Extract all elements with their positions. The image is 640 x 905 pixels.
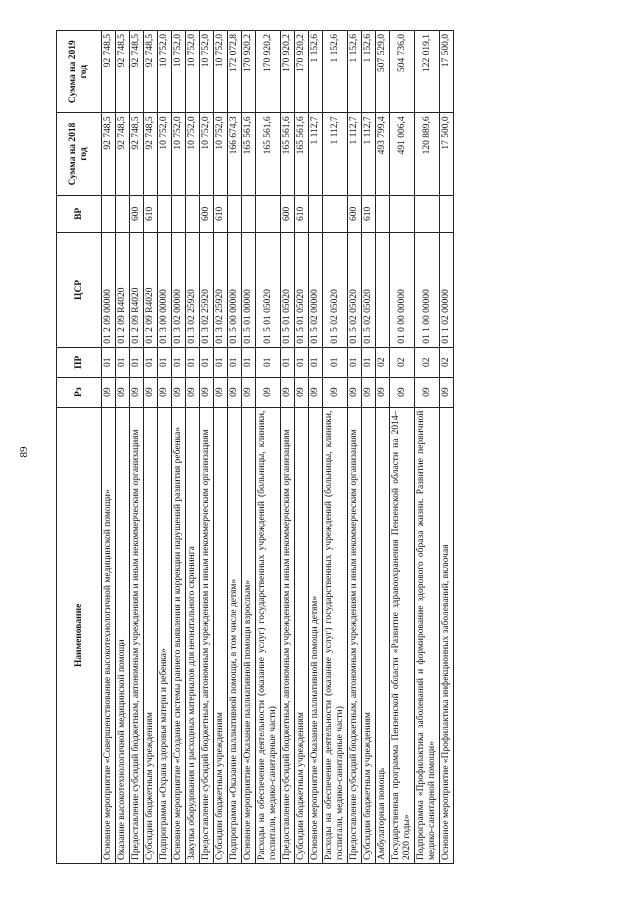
cell-name: Предоставление субсидий бюджетным, автономным учреждениям и иным некоммерческим организациям bbox=[130, 407, 144, 863]
header-sum-2019: Сумма на 2019 год bbox=[57, 31, 102, 113]
cell-csr: 01 1 02 00000 bbox=[440, 233, 454, 348]
cell-csr: 01 5 01 05020 bbox=[256, 233, 281, 348]
cell-pr: 01 bbox=[130, 347, 144, 377]
cell-sum-2019: 170 920,2 bbox=[256, 31, 281, 113]
cell-sum-2019: 1 152,6 bbox=[309, 31, 323, 113]
cell-csr: 01 2 09 R4020 bbox=[116, 233, 130, 348]
cell-pr: 01 bbox=[295, 347, 309, 377]
cell-sum-2019: 92 748,5 bbox=[102, 31, 116, 113]
cell-vr: 600 bbox=[200, 195, 214, 232]
cell-sum-2019: 1 152,6 bbox=[323, 31, 348, 113]
table-row bbox=[415, 31, 440, 864]
cell-csr: 01 5 00 00000 bbox=[228, 233, 242, 348]
cell-csr: 01 1 00 00000 bbox=[415, 233, 440, 348]
table-row bbox=[390, 31, 415, 864]
cell-rz: 09 bbox=[102, 377, 116, 407]
cell-sum-2018: 165 561,6 bbox=[295, 113, 309, 195]
table-row bbox=[362, 31, 376, 864]
header-rz: Рз bbox=[57, 377, 102, 407]
cell-name: Подпрограмма «Охрана здоровья матери и ребенка» bbox=[158, 407, 172, 863]
cell-sum-2019: 122 019,1 bbox=[415, 31, 440, 113]
cell-csr: 01 3 02 25920 bbox=[200, 233, 214, 348]
cell-rz: 09 bbox=[256, 377, 281, 407]
cell-rz: 09 bbox=[348, 377, 362, 407]
cell-sum-2019: 507 529,0 bbox=[376, 31, 390, 113]
cell-rz: 09 bbox=[116, 377, 130, 407]
cell-sum-2018: 166 674,3 bbox=[228, 113, 242, 195]
cell-vr bbox=[440, 195, 454, 232]
cell-csr: 01 5 01 05020 bbox=[295, 233, 309, 348]
table-row bbox=[144, 31, 158, 864]
cell-vr bbox=[228, 195, 242, 232]
cell-pr: 01 bbox=[362, 347, 376, 377]
cell-sum-2019: 10 752,0 bbox=[172, 31, 186, 113]
cell-sum-2019: 10 752,0 bbox=[214, 31, 228, 113]
cell-pr: 01 bbox=[214, 347, 228, 377]
cell-sum-2018: 92 748,5 bbox=[130, 113, 144, 195]
cell-rz: 09 bbox=[281, 377, 295, 407]
table-row bbox=[323, 31, 348, 864]
table-row bbox=[186, 31, 200, 864]
table-row bbox=[158, 31, 172, 864]
cell-vr: 600 bbox=[130, 195, 144, 232]
cell-sum-2019: 504 736,0 bbox=[390, 31, 415, 113]
cell-sum-2019: 1 152,6 bbox=[362, 31, 376, 113]
cell-csr: 01 2 09 00000 bbox=[102, 233, 116, 348]
table-row bbox=[256, 31, 281, 864]
cell-sum-2018: 92 748,5 bbox=[144, 113, 158, 195]
cell-sum-2019: 170 920,2 bbox=[295, 31, 309, 113]
cell-sum-2019: 1 152,6 bbox=[348, 31, 362, 113]
cell-pr: 01 bbox=[228, 347, 242, 377]
cell-rz: 09 bbox=[242, 377, 256, 407]
table-row bbox=[172, 31, 186, 864]
cell-sum-2018: 10 752,0 bbox=[214, 113, 228, 195]
cell-vr bbox=[102, 195, 116, 232]
cell-csr: 01 3 02 00000 bbox=[172, 233, 186, 348]
rotated-table-container bbox=[56, 30, 576, 864]
cell-rz: 09 bbox=[323, 377, 348, 407]
cell-pr: 02 bbox=[415, 347, 440, 377]
cell-sum-2018: 17 500,0 bbox=[440, 113, 454, 195]
cell-vr bbox=[390, 195, 415, 232]
cell-sum-2018: 491 006,4 bbox=[390, 113, 415, 195]
cell-pr: 01 bbox=[144, 347, 158, 377]
cell-csr: 01 3 00 00000 bbox=[158, 233, 172, 348]
cell-pr: 01 bbox=[256, 347, 281, 377]
cell-rz: 09 bbox=[200, 377, 214, 407]
page-number: 89 bbox=[18, 446, 30, 458]
cell-csr bbox=[376, 233, 390, 348]
cell-csr: 01 5 02 05020 bbox=[323, 233, 348, 348]
table-row bbox=[440, 31, 454, 864]
cell-sum-2018: 92 748,5 bbox=[102, 113, 116, 195]
cell-rz: 09 bbox=[158, 377, 172, 407]
cell-csr: 01 3 02 25920 bbox=[214, 233, 228, 348]
cell-sum-2019: 170 920,2 bbox=[242, 31, 256, 113]
cell-name: Субсидии бюджетным учреждениям bbox=[295, 407, 309, 863]
cell-rz: 09 bbox=[144, 377, 158, 407]
cell-sum-2018: 1 112,7 bbox=[348, 113, 362, 195]
cell-name: Подпрограмма «Оказание паллиативной помощи, в том числе детям» bbox=[228, 407, 242, 863]
cell-vr bbox=[186, 195, 200, 232]
cell-vr: 610 bbox=[144, 195, 158, 232]
table-row bbox=[376, 31, 390, 864]
cell-vr bbox=[415, 195, 440, 232]
cell-name: Субсидии бюджетным учреждениям bbox=[362, 407, 376, 863]
cell-vr bbox=[256, 195, 281, 232]
header-csr: ЦСР bbox=[57, 233, 102, 348]
cell-sum-2019: 17 500,0 bbox=[440, 31, 454, 113]
cell-rz: 09 bbox=[172, 377, 186, 407]
cell-csr: 01 5 02 05020 bbox=[348, 233, 362, 348]
cell-name: Оказание высокотехнологичной медицинской помощи bbox=[116, 407, 130, 863]
cell-rz: 09 bbox=[415, 377, 440, 407]
cell-vr bbox=[172, 195, 186, 232]
cell-sum-2018: 120 889,6 bbox=[415, 113, 440, 195]
table-row bbox=[309, 31, 323, 864]
cell-rz: 09 bbox=[362, 377, 376, 407]
cell-pr: 01 bbox=[172, 347, 186, 377]
cell-vr: 610 bbox=[214, 195, 228, 232]
cell-sum-2018: 165 561,6 bbox=[281, 113, 295, 195]
cell-sum-2018: 1 112,7 bbox=[362, 113, 376, 195]
cell-rz: 09 bbox=[440, 377, 454, 407]
cell-sum-2019: 10 752,0 bbox=[158, 31, 172, 113]
cell-sum-2018: 92 748,5 bbox=[116, 113, 130, 195]
table-row bbox=[214, 31, 228, 864]
cell-sum-2018: 165 561,6 bbox=[256, 113, 281, 195]
header-vr: ВР bbox=[57, 195, 102, 232]
cell-rz: 09 bbox=[214, 377, 228, 407]
cell-csr: 01 5 02 05020 bbox=[362, 233, 376, 348]
cell-name: Основное мероприятие «Оказание паллиативной помощи взрослым» bbox=[242, 407, 256, 863]
cell-name: Предоставление субсидий бюджетным, автономным учреждениям и иным некоммерческим организациям bbox=[348, 407, 362, 863]
cell-name: Основное мероприятие «Оказание паллиативной помощи детям» bbox=[309, 407, 323, 863]
cell-name: Расходы на обеспечение деятельности (оказание услуг) государственных учреждений (больницы, клиники, госпитали, медико-санитарные части) bbox=[323, 407, 348, 863]
cell-vr: 610 bbox=[295, 195, 309, 232]
cell-sum-2018: 1 112,7 bbox=[309, 113, 323, 195]
cell-vr: 600 bbox=[281, 195, 295, 232]
cell-name: Основное мероприятие «Создание системы раннего выявления и коррекции нарушений развития ребенка» bbox=[172, 407, 186, 863]
cell-sum-2019: 170 920,2 bbox=[281, 31, 295, 113]
header-name: Наименование bbox=[57, 407, 102, 863]
table-row bbox=[348, 31, 362, 864]
cell-name: Расходы на обеспечение деятельности (оказание услуг) государственных учреждений (больницы, клиники, госпитали, медико-санитарные части) bbox=[256, 407, 281, 863]
cell-pr: 02 bbox=[390, 347, 415, 377]
cell-rz: 09 bbox=[309, 377, 323, 407]
header-pr: ПР bbox=[57, 347, 102, 377]
cell-rz: 09 bbox=[130, 377, 144, 407]
cell-name: Основное мероприятие «Профилактика инфекционных заболеваний, включая bbox=[440, 407, 454, 863]
cell-csr: 01 5 01 05020 bbox=[281, 233, 295, 348]
cell-sum-2019: 92 748,5 bbox=[144, 31, 158, 113]
cell-pr: 01 bbox=[323, 347, 348, 377]
table-row bbox=[200, 31, 214, 864]
cell-pr: 01 bbox=[200, 347, 214, 377]
cell-rz: 09 bbox=[390, 377, 415, 407]
cell-sum-2019: 10 752,0 bbox=[200, 31, 214, 113]
cell-rz: 09 bbox=[295, 377, 309, 407]
cell-csr: 01 3 02 25920 bbox=[186, 233, 200, 348]
cell-name: Подпрограмма «Профилактика заболеваний и формирование здорового образа жизни. Развитие первичной медико-санитарной помощи» bbox=[415, 407, 440, 863]
table-row bbox=[281, 31, 295, 864]
cell-pr: 01 bbox=[242, 347, 256, 377]
cell-csr: 01 5 01 00000 bbox=[242, 233, 256, 348]
cell-csr: 01 2 09 R4020 bbox=[130, 233, 144, 348]
cell-csr: 01 5 02 00000 bbox=[309, 233, 323, 348]
cell-csr: 01 0 00 00000 bbox=[390, 233, 415, 348]
cell-sum-2018: 10 752,0 bbox=[186, 113, 200, 195]
table-header-row bbox=[57, 31, 102, 864]
cell-name: Субсидии бюджетным учреждениям bbox=[144, 407, 158, 863]
cell-pr: 01 bbox=[158, 347, 172, 377]
cell-sum-2018: 10 752,0 bbox=[158, 113, 172, 195]
cell-pr: 01 bbox=[348, 347, 362, 377]
cell-vr: 610 bbox=[362, 195, 376, 232]
cell-name: Закупка оборудования и расходных материалов для неонатального скрининга bbox=[186, 407, 200, 863]
cell-pr: 02 bbox=[376, 347, 390, 377]
table-row bbox=[116, 31, 130, 864]
cell-vr bbox=[323, 195, 348, 232]
cell-pr: 01 bbox=[102, 347, 116, 377]
table-row bbox=[102, 31, 116, 864]
cell-sum-2018: 493 799,4 bbox=[376, 113, 390, 195]
cell-sum-2018: 1 112,7 bbox=[323, 113, 348, 195]
cell-pr: 01 bbox=[116, 347, 130, 377]
table-row bbox=[130, 31, 144, 864]
table-row bbox=[242, 31, 256, 864]
cell-name: Основное мероприятие «Совершенствование высокотехнологичной медицинской помощи» bbox=[102, 407, 116, 863]
header-sum-2018: Сумма на 2018 год bbox=[57, 113, 102, 195]
cell-name: Предоставление субсидий бюджетным, автономным учреждениям и иным некоммерческим организациям bbox=[281, 407, 295, 863]
table-row bbox=[295, 31, 309, 864]
cell-sum-2019: 92 748,5 bbox=[130, 31, 144, 113]
cell-sum-2018: 10 752,0 bbox=[172, 113, 186, 195]
cell-sum-2019: 10 752,0 bbox=[186, 31, 200, 113]
cell-pr: 01 bbox=[281, 347, 295, 377]
cell-vr: 600 bbox=[348, 195, 362, 232]
table-body bbox=[102, 31, 454, 864]
cell-pr: 01 bbox=[186, 347, 200, 377]
cell-csr: 01 2 09 R4020 bbox=[144, 233, 158, 348]
budget-table bbox=[56, 30, 454, 864]
cell-rz: 09 bbox=[376, 377, 390, 407]
cell-vr bbox=[158, 195, 172, 232]
cell-name: Амбулаторная помощь bbox=[376, 407, 390, 863]
cell-sum-2018: 165 561,6 bbox=[242, 113, 256, 195]
cell-sum-2018: 10 752,0 bbox=[200, 113, 214, 195]
cell-sum-2019: 92 748,5 bbox=[116, 31, 130, 113]
cell-vr bbox=[242, 195, 256, 232]
cell-pr: 02 bbox=[440, 347, 454, 377]
cell-name: Предоставление субсидий бюджетным, автономным учреждениям и иным некоммерческим организациям bbox=[200, 407, 214, 863]
cell-vr bbox=[309, 195, 323, 232]
cell-name: Субсидии бюджетным учреждениям bbox=[214, 407, 228, 863]
cell-sum-2019: 172 072,8 bbox=[228, 31, 242, 113]
cell-vr bbox=[376, 195, 390, 232]
table-row bbox=[228, 31, 242, 864]
cell-rz: 09 bbox=[228, 377, 242, 407]
cell-pr: 01 bbox=[309, 347, 323, 377]
cell-name: Государственная программа Пензенской области «Развитие здравоохранения Пензенской области на 2014–2020 годы» bbox=[390, 407, 415, 863]
cell-rz: 09 bbox=[186, 377, 200, 407]
cell-vr bbox=[116, 195, 130, 232]
